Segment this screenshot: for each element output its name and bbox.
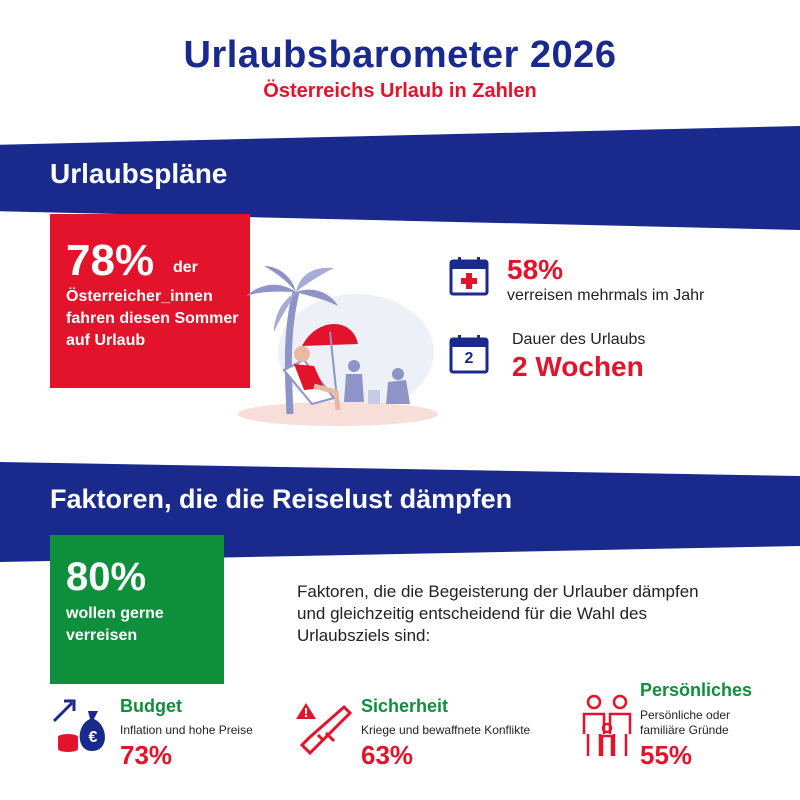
vacation-duration-label: Dauer des Urlaubs — [512, 331, 646, 348]
section1-heading: Urlaubspläne — [50, 158, 228, 189]
factor-personal-title: Persönliches — [640, 680, 753, 700]
vacation-duration-value: 2 Wochen — [512, 351, 644, 382]
travel-wish-highlight-box — [50, 535, 224, 684]
factor-budget-title: Budget — [120, 696, 182, 716]
money-bag-icon — [50, 697, 112, 755]
factor-security-subtitle: Kriege und bewaffnete Konflikte — [361, 723, 531, 737]
multiple-trips-percent: 58% — [507, 254, 564, 285]
svg-text:€: € — [88, 729, 98, 746]
factor-security-title: Sicherheit — [361, 696, 449, 716]
section2-heading: Faktoren, die die Reiselust dämpfen — [50, 484, 513, 514]
weapon-warning-icon — [296, 701, 356, 757]
travel-wish-percent: 80% — [66, 555, 147, 599]
vacation-percent-word: der — [173, 259, 198, 276]
travel-wish-text: wollen gerne verreisen — [66, 605, 164, 644]
vacation-percent: 78% — [66, 236, 155, 285]
family-icon — [580, 694, 634, 760]
vacation-highlight-box — [50, 214, 250, 388]
factor-personal-percent: 55% — [640, 740, 693, 770]
calendar-plus-icon — [449, 256, 489, 296]
multiple-trips-label: verreisen mehrmals im Jahr — [507, 287, 705, 304]
factor-budget-percent: 73% — [120, 740, 173, 770]
vacation-text: Österreicher_innen fahren diesen Sommer auf Urlaub — [66, 288, 239, 349]
factor-personal-subtitle: Persönliche oder familiäre Gründe — [640, 708, 731, 737]
factor-budget-subtitle: Inflation und hohe Preise — [120, 723, 253, 737]
page-subtitle: Österreichs Urlaub in Zahlen — [263, 80, 537, 102]
factors-description: Faktoren, die die Begeisterung der Urlauber dämpfen und gleichzeitig entscheidend für die Wahl des Urlaubsziels sind: — [297, 582, 699, 645]
page-title: Urlaubsbarometer 2026 — [183, 34, 617, 76]
factor-security-percent: 63% — [361, 740, 414, 770]
beach-illustration — [238, 262, 440, 430]
calendar-number: 2 — [464, 350, 474, 367]
